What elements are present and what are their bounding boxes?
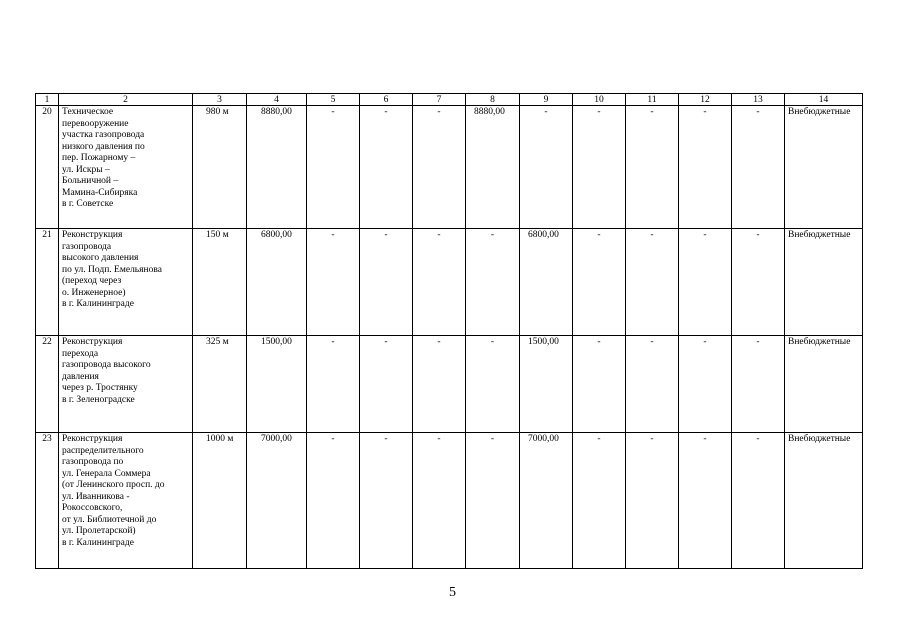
year-cell: - bbox=[679, 106, 732, 229]
total-cost-cell: 6800,00 bbox=[247, 229, 307, 336]
year-cell: - bbox=[307, 229, 360, 336]
year-cell: - bbox=[413, 106, 466, 229]
page-number: 5 bbox=[449, 585, 456, 600]
length-cell: 980 м bbox=[193, 106, 247, 229]
header-cell: 4 bbox=[247, 94, 307, 106]
header-row bbox=[36, 94, 863, 106]
year-cell: - bbox=[413, 229, 466, 336]
total-cost-cell: 7000,00 bbox=[247, 433, 307, 569]
total-cost-cell: 1500,00 bbox=[247, 336, 307, 433]
header-cell: 9 bbox=[520, 94, 573, 106]
year-cell: - bbox=[520, 106, 573, 229]
year-cell: - bbox=[626, 106, 679, 229]
header-cell: 3 bbox=[193, 94, 247, 106]
table-row bbox=[36, 336, 863, 433]
header-cell: 2 bbox=[59, 94, 193, 106]
year-cell: - bbox=[413, 336, 466, 433]
row-number: 22 bbox=[36, 336, 59, 433]
row-number: 20 bbox=[36, 106, 59, 229]
year-cell: - bbox=[626, 433, 679, 569]
year-cell: - bbox=[466, 336, 520, 433]
total-cost-cell: 8880,00 bbox=[247, 106, 307, 229]
year-cell: - bbox=[732, 106, 785, 229]
year-cell: - bbox=[626, 336, 679, 433]
budget-table bbox=[35, 93, 863, 569]
funding-source-cell: Внебюджетные bbox=[785, 229, 863, 336]
year-cell: - bbox=[466, 229, 520, 336]
year-cell: - bbox=[626, 229, 679, 336]
year-cell: - bbox=[732, 229, 785, 336]
row-number: 21 bbox=[36, 229, 59, 336]
year-cell: - bbox=[732, 336, 785, 433]
project-description: Реконструкция газопровода высокого давления по ул. Подп. Емельянова (переход через о. Инженерное) в г. Калининграде bbox=[59, 229, 193, 336]
year-cell: - bbox=[466, 433, 520, 569]
header-cell: 5 bbox=[307, 94, 360, 106]
table-row bbox=[36, 433, 863, 569]
header-cell: 10 bbox=[573, 94, 626, 106]
header-cell: 12 bbox=[679, 94, 732, 106]
header-cell: 14 bbox=[785, 94, 863, 106]
year-cell: - bbox=[307, 106, 360, 229]
year-cell: - bbox=[413, 433, 466, 569]
length-cell: 150 м bbox=[193, 229, 247, 336]
year-cell: - bbox=[679, 336, 732, 433]
year-cell: - bbox=[307, 433, 360, 569]
year-cell: - bbox=[360, 106, 413, 229]
header-cell: 11 bbox=[626, 94, 679, 106]
table-row bbox=[36, 106, 863, 229]
funding-source-cell: Внебюджетные bbox=[785, 106, 863, 229]
funding-source-cell: Внебюджетные bbox=[785, 336, 863, 433]
row-number: 23 bbox=[36, 433, 59, 569]
year-cell: - bbox=[307, 336, 360, 433]
project-description: Реконструкция распределительного газопровода по ул. Генерала Соммера (от Ленинского просп. до ул. Иванникова - Рокоссовского, от ул. Библиотечной до ул. Пролетарской) в г. Калининграде bbox=[59, 433, 193, 569]
year-cell: 1500,00 bbox=[520, 336, 573, 433]
year-cell: - bbox=[573, 106, 626, 229]
project-description: Техническое перевооружение участка газопровода низкого давления по пер. Пожарному – ул. Искры – Больничной – Мамина-Сибиряка в г. Советске bbox=[59, 106, 193, 229]
year-cell: 8880,00 bbox=[466, 106, 520, 229]
header-cell: 1 bbox=[36, 94, 59, 106]
funding-source-cell: Внебюджетные bbox=[785, 433, 863, 569]
year-cell: 7000,00 bbox=[520, 433, 573, 569]
year-cell: - bbox=[679, 433, 732, 569]
year-cell: 6800,00 bbox=[520, 229, 573, 336]
year-cell: - bbox=[360, 229, 413, 336]
header-cell: 7 bbox=[413, 94, 466, 106]
header-cell: 13 bbox=[732, 94, 785, 106]
year-cell: - bbox=[573, 433, 626, 569]
year-cell: - bbox=[679, 229, 732, 336]
year-cell: - bbox=[360, 336, 413, 433]
year-cell: - bbox=[573, 336, 626, 433]
header-cell: 8 bbox=[466, 94, 520, 106]
length-cell: 1000 м bbox=[193, 433, 247, 569]
header-cell: 6 bbox=[360, 94, 413, 106]
year-cell: - bbox=[360, 433, 413, 569]
year-cell: - bbox=[573, 229, 626, 336]
table-row bbox=[36, 229, 863, 336]
year-cell: - bbox=[732, 433, 785, 569]
length-cell: 325 м bbox=[193, 336, 247, 433]
project-description: Реконструкция перехода газопровода высокого давления через р. Тростянку в г. Зеленоградске bbox=[59, 336, 193, 433]
